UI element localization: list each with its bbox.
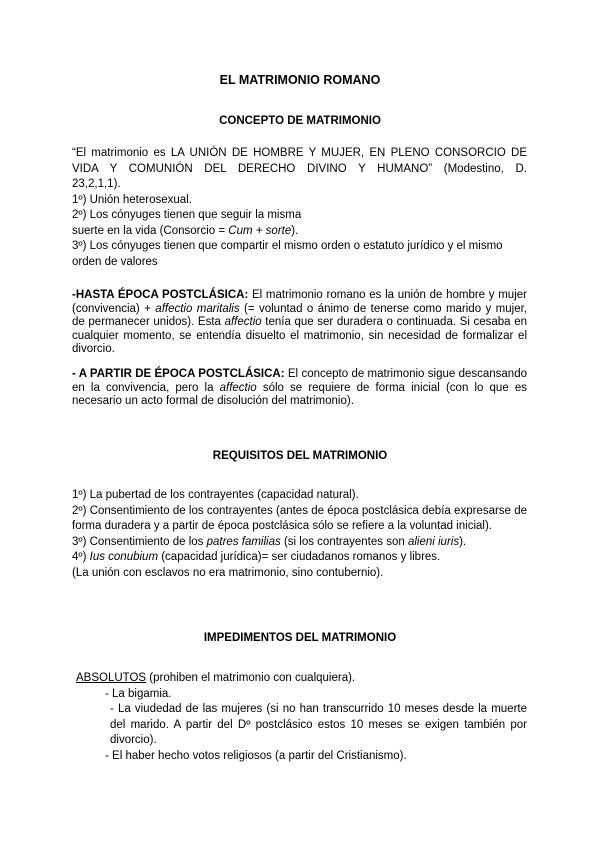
requisito-3: [72, 535, 527, 551]
quote-line-1: “El matrimonio es LA UNIÓN DE HOMBRE Y MUJER, EN PLENO CONSORCIO DE: [72, 147, 527, 159]
partir-text-2: sólo se requiere de forma inicial (con lo que es necesario un acto formal de disolución del matrimonio).: [72, 381, 527, 407]
item2-text-post: ).: [291, 224, 299, 237]
item2-text-pre: suerte en la vida (Consorcio =: [72, 224, 229, 237]
requisitos-section: [72, 488, 527, 581]
req3-text-post: ).: [459, 535, 467, 548]
hasta-label: -HASTA ÉPOCA POSTCLÁSICA:: [72, 289, 249, 301]
absolutos-line: [72, 671, 527, 687]
hasta-text-3: tenía que ser duradera o continuada. Si cesaba en cualquier momento, se entendía disuelto el matrimonio, sin necesidad de formalizar el divorcio.: [72, 316, 527, 355]
hasta-postclasica-paragraph: [72, 289, 527, 357]
req3-text-pre: 3º) Consentimiento de los: [72, 535, 207, 548]
req3-em-2: alieni iuris: [407, 535, 460, 548]
req3-em-1: patres familias: [206, 535, 281, 548]
document-title: EL MATRIMONIO ROMANO: [219, 73, 381, 87]
section-heading-impedimentos: IMPEDIMENTOS DEL MATRIMONIO: [203, 632, 397, 644]
req4-em: Ius conubium: [89, 551, 159, 563]
impedimentos-section: [72, 671, 527, 764]
quote-line-2: VIDA Y COMUNIÓN DEL DERECHO DIVINO Y HUMANO” (Modestino, D.: [72, 162, 527, 175]
concepto-section: [72, 146, 527, 270]
hasta-text-1: El matrimonio romano es la unión de hombre y mujer (convivencia) +: [72, 289, 527, 315]
partir-postclasica-paragraph: [72, 368, 527, 409]
absolutos-label: ABSOLUTOS: [76, 672, 147, 684]
hasta-em-1: affectio maritalis: [155, 302, 240, 315]
partir-label: - A PARTIR DE ÉPOCA POSTCLÁSICA:: [72, 368, 285, 380]
concepto-item-2-line-2: [72, 224, 527, 240]
impedimento-3: - El haber hecho votos religiosos (a partir del Cristianismo).: [105, 749, 407, 762]
hasta-em-2: affectio: [224, 316, 262, 328]
req4-text-pre: 4º): [72, 551, 90, 563]
partir-text-1: El concepto de matrimonio sigue descansando en la convivencia, pero la: [72, 368, 527, 394]
requisito-2: 2º) Consentimiento de los contrayentes (antes de época postclásica debía expresarse de forma duradera y a partir de época postclásica sólo se refiere a la voluntad inicial).: [72, 504, 527, 532]
quote-line-3: 23,2,1,1).: [72, 178, 121, 190]
concepto-item-2-line-1: 2º) Los cónyuges tienen que seguir la misma: [72, 209, 302, 221]
section-heading-concepto: CONCEPTO DE MATRIMONIO: [219, 115, 381, 127]
concepto-item-1: 1º) Unión heterosexual.: [72, 193, 192, 206]
concepto-item-3-line-1: 3º) Los cónyuges tienen que compartir el mismo orden o estatuto jurídico y el mismo: [72, 240, 503, 252]
hasta-text-2: (= voluntad o ánimo de tenerse como marido y mujer, de permanecer unidos). Esta: [72, 302, 527, 328]
req4-text-post: (capacidad jurídica)= ser ciudadanos romanos y libres.: [158, 551, 441, 563]
requisito-1: 1º) La pubertad de los contrayentes (capacidad natural).: [72, 489, 359, 501]
requisito-4: [72, 550, 527, 566]
impedimento-1: - La bigamia.: [105, 687, 172, 700]
req3-text-mid: (si los contrayentes son: [280, 535, 408, 548]
impedimento-2: - La viudedad de las mujeres (si no han transcurrido 10 meses desde la muerte del marido. A partir del Dº postclásico estos 10 meses se exigen también por divorcio).: [110, 703, 527, 746]
concepto-item-3-line-2: orden de valores: [72, 255, 158, 268]
section-heading-requisitos: REQUISITOS DEL MATRIMONIO: [212, 450, 388, 462]
absolutos-text: (prohiben el matrimonio con cualquiera).: [146, 672, 356, 684]
requisito-5: (La unión con esclavos no era matrimonio, sino contubernio).: [72, 566, 384, 579]
partir-em-1: affectio: [219, 381, 257, 394]
item2-text-em: Cum + sorte: [228, 224, 292, 237]
